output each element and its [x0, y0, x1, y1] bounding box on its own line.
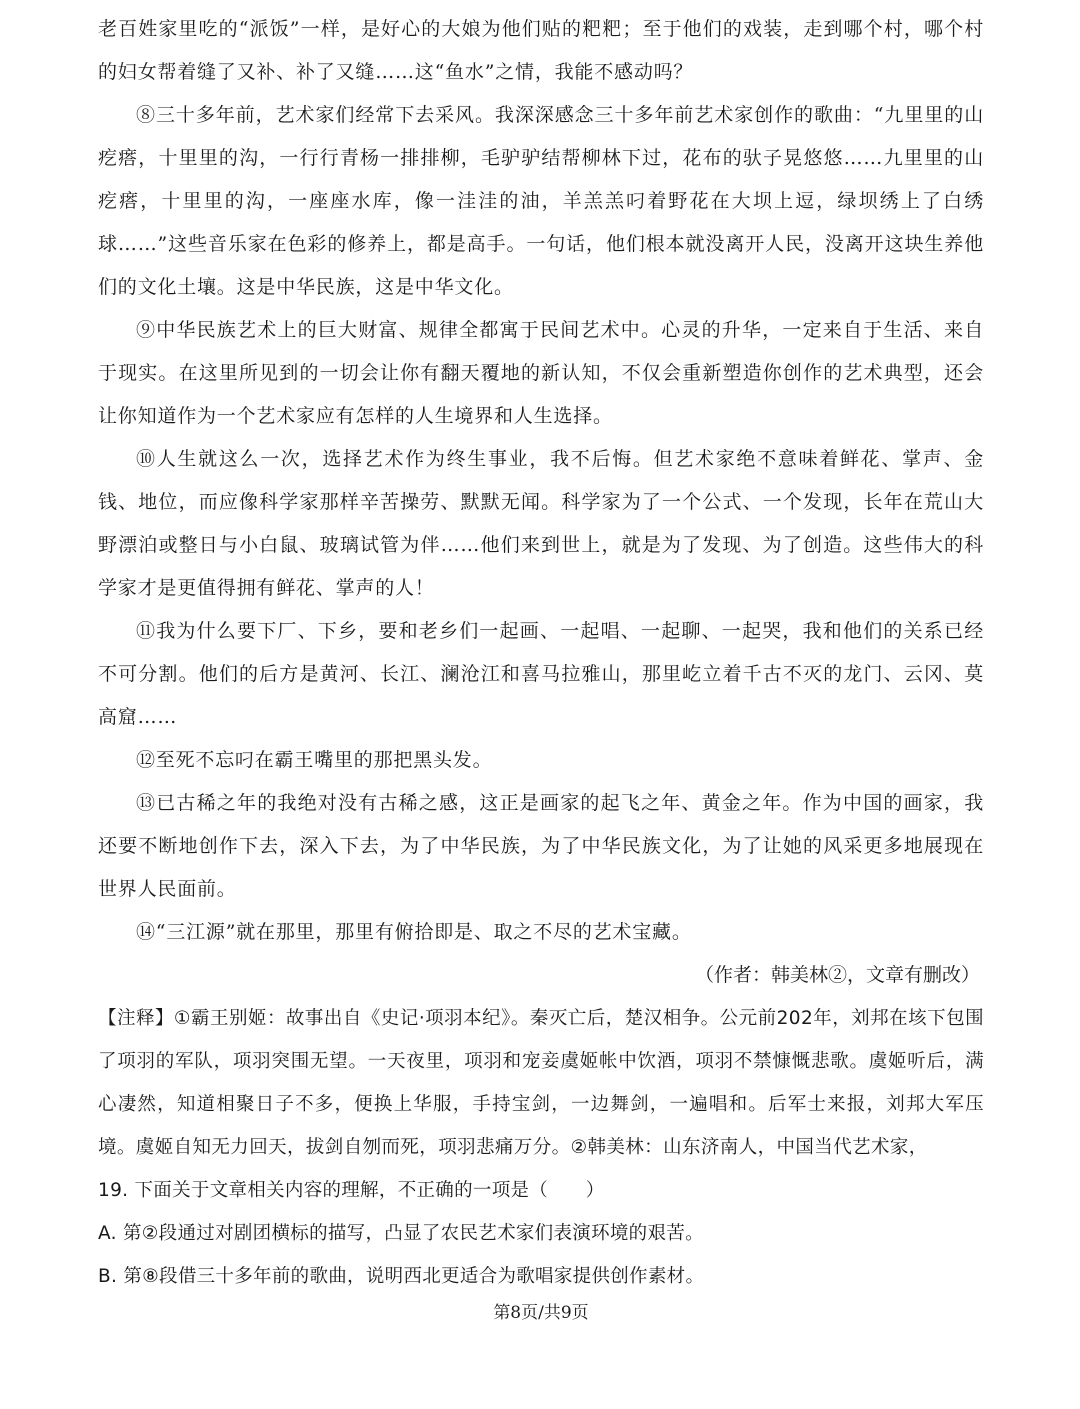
paragraph-8: ⑧三十多年前，艺术家们经常下去采风。我深深感念三十多年前艺术家创作的歌曲：“九里里的山疙瘩，十里里的沟，一行行青杨一排排柳，毛驴驴结帮柳林下过，花布的驮子晃悠悠……九里里的山疙瘩，十里里的沟，一座座水库，像一洼洼的油，羊羔羔叼着野花在大坝上逗，绿坝绣上了白绣球……”这些音乐家在色彩的修养上，都是高手。一句话，他们根本就没离开人民，没离开这块生养他们的文化土壤。这是中华民族，这是中华文化。 — [98, 104, 984, 298]
question-stem: 19. 下面关于文章相关内容的理解，不正确的一项是（ ） — [98, 1180, 605, 1201]
paragraph-13: ⑬已古稀之年的我绝对没有古稀之感，这正是画家的起飞之年、黄金之年。作为中国的画家，我还要不断地创作下去，深入下去，为了中华民族，为了中华民族文化，为了让她的风采更多地展现在世界人民面前。 — [98, 792, 984, 900]
question-option-b: B. 第⑧段借三十多年前的歌曲，说明西北更适合为歌唱家提供创作素材。 — [98, 1266, 705, 1287]
paragraph-14: ⑭“三江源”就在那里，那里有俯拾即是、取之不尽的艺术宝藏。 — [136, 921, 692, 943]
question-option-a: A. 第②段通过对剧团横标的描写，凸显了农民艺术家们表演环境的艰苦。 — [98, 1223, 704, 1244]
annotation-notes: 【注释】①霸王别姬：故事出自《史记·项羽本纪》。秦灭亡后，楚汉相争。公元前202年，刘邦在垓下包围了项羽的军队，项羽突围无望。一天夜里，项羽和宠妾虞姬帐中饮酒，项羽不禁慷慨悲歌。虞姬听后，满心凄然，知道相聚日子不多，便换上华服，手持宝剑，一边舞剑，一遍唱和。后军士来报，刘邦大军压境。虞姬自知无力回天，拔剑自刎而死，项羽悲痛万分。②韩美林：山东济南人，中国当代艺术家， — [98, 1008, 984, 1158]
paragraph-12: ⑫至死不忘叼在霸王嘴里的那把黑头发。 — [136, 749, 493, 771]
paragraph-10: ⑩人生就这么一次，选择艺术作为终生事业，我不后悔。但艺术家绝不意味着鲜花、掌声、金钱、地位，而应像科学家那样辛苦操劳、默默无闻。科学家为了一个公式、一个发现，长年在荒山大野漂泊或整日与小白鼠、玻璃试管为伴……他们来到世上，就是为了发现、为了创造。这些伟大的科学家才是更值得拥有鲜花、掌声的人！ — [98, 448, 984, 599]
paragraph-7-continued: 老百姓家里吃的“派饭”一样，是好心的大娘为他们贴的粑粑；至于他们的戏装，走到哪个村，哪个村的妇女帮着缝了又补、补了又缝……这“鱼水”之情，我能不感动吗？ — [98, 18, 984, 83]
paragraph-11: ⑪我为什么要下厂、下乡，要和老乡们一起画、一起唱、一起聊、一起哭，我和他们的关系已经不可分割。他们的后方是黄河、长江、澜沧江和喜马拉雅山，那里屹立着千古不灭的龙门、云冈、莫高窟…… — [98, 620, 984, 728]
paragraph-9: ⑨中华民族艺术上的巨大财富、规律全都寓于民间艺术中。心灵的升华，一定来自于生活、来自于现实。在这里所见到的一切会让你有翻天覆地的新认知，不仅会重新塑造你创作的艺术典型，还会让你知道作为一个艺术家应有怎样的人生境界和人生选择。 — [98, 319, 984, 427]
page-number-footer: 第8页/共9页 — [493, 1303, 589, 1323]
author-credit: （作者：韩美林②，文章有删改） — [694, 964, 980, 986]
